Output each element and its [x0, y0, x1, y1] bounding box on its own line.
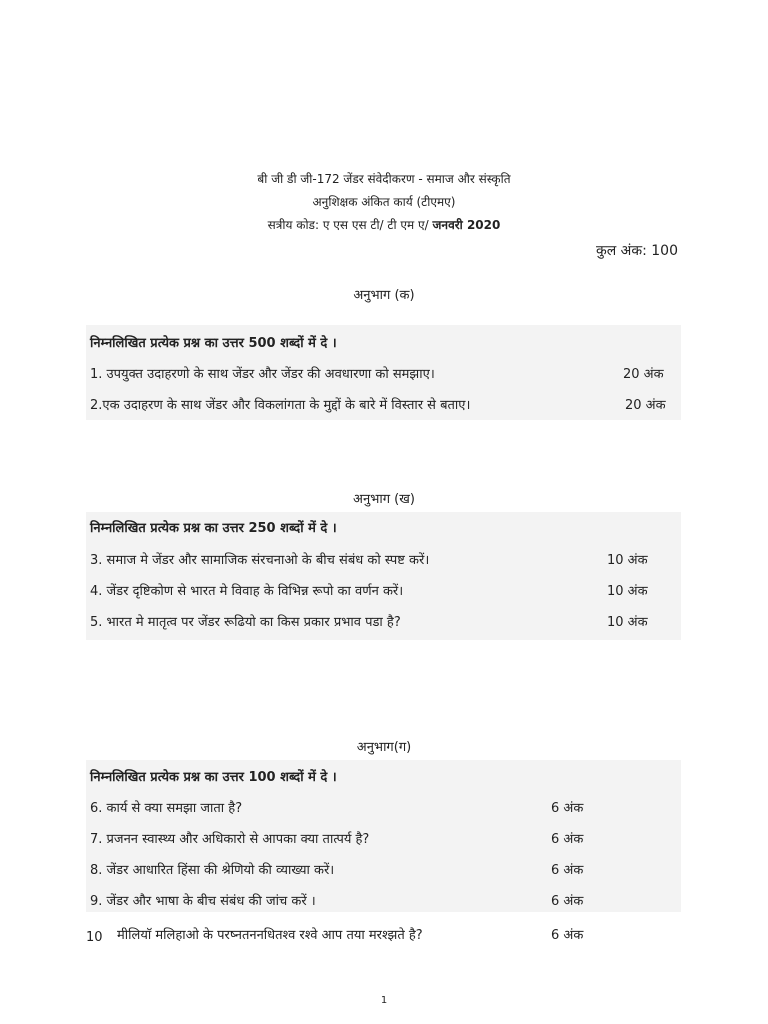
assignment-type: अनुशिक्षक अंकित कार्य (टीएमए) — [312, 195, 456, 209]
assignment-code — [0, 216, 768, 233]
question-10-number: 10 — [86, 930, 103, 945]
section-c-instruction: निम्नलिखित प्रत्येक प्रश्न का उत्तर 100 शब्दों में दे । — [90, 770, 337, 785]
question-5: 5. भारत मे मातृत्व पर जेंडर रूढियो का किस प्रकार प्रभाव पडा है? — [90, 615, 401, 630]
section-a-instruction: निम्नलिखित प्रत्येक प्रश्न का उत्तर 500 शब्दों में दे । — [90, 336, 337, 351]
section-c-title: अनुभाग(ग) — [356, 740, 412, 755]
section-b-title: अनुभाग (ख) — [353, 492, 415, 507]
question-9: 9. जेंडर और भाषा के बीच संबंध की जांच करें । — [90, 894, 316, 909]
question-7-marks: 6 अंक — [551, 832, 584, 847]
course-title: बी जी डी जी-172 जेंडर संवेदीकरण - समाज और संस्कृति — [257, 172, 511, 186]
assignment-code-prefix: सत्रीय कोड: ए एस एस टी/ टी एम ए/ — [267, 218, 429, 232]
question-8-marks: 6 अंक — [551, 863, 584, 878]
assignment-session: जनवरी 2020 — [432, 218, 501, 232]
question-10: मीलियाॅ मलिहाओ के परष्नतननधितश्व रश्वे आप तया मरश्झते है? — [117, 928, 423, 943]
question-6: 6. कार्य से क्या समझा जाता है? — [90, 801, 243, 816]
question-4: 4. जेंडर दृष्टिकोण से भारत मे विवाह के विभिन्न रूपो का वर्णन करें। — [90, 584, 404, 599]
question-3: 3. समाज मे जेंडर और सामाजिक संरचनाओ के बीच संबंध को स्पष्ट करें। — [90, 553, 430, 568]
question-6-marks: 6 अंक — [551, 801, 584, 816]
question-9-marks: 6 अंक — [551, 894, 584, 909]
question-1-marks: 20 अंक — [623, 367, 664, 382]
question-7: 7. प्रजनन स्वास्थ्य और अधिकारो से आपका क्या तात्पर्य है? — [90, 832, 370, 847]
question-3-marks: 10 अंक — [607, 553, 648, 568]
question-1: 1. उपयुक्त उदाहरणो के साथ जेंडर और जेंडर की अवधारणा को समझाए। — [90, 367, 435, 382]
question-5-marks: 10 अंक — [607, 615, 648, 630]
question-2: 2.एक उदाहरण के साथ जेंडर और विकलांगता के मुद्दों के बारे में विस्तार से बताए। — [90, 398, 471, 413]
page-number: 1 — [380, 995, 388, 1006]
question-10-marks: 6 अंक — [551, 928, 584, 943]
question-2-marks: 20 अंक — [625, 398, 666, 413]
question-4-marks: 10 अंक — [607, 584, 648, 599]
total-marks: कुल अंक: 100 — [595, 243, 678, 259]
section-b-instruction: निम्नलिखित प्रत्येक प्रश्न का उत्तर 250 शब्दों में दे । — [90, 521, 337, 536]
section-a-title: अनुभाग (क) — [353, 288, 415, 303]
question-8: 8. जेंडर आधारित हिंसा की श्रेणियो की व्याख्या करें। — [90, 863, 335, 878]
